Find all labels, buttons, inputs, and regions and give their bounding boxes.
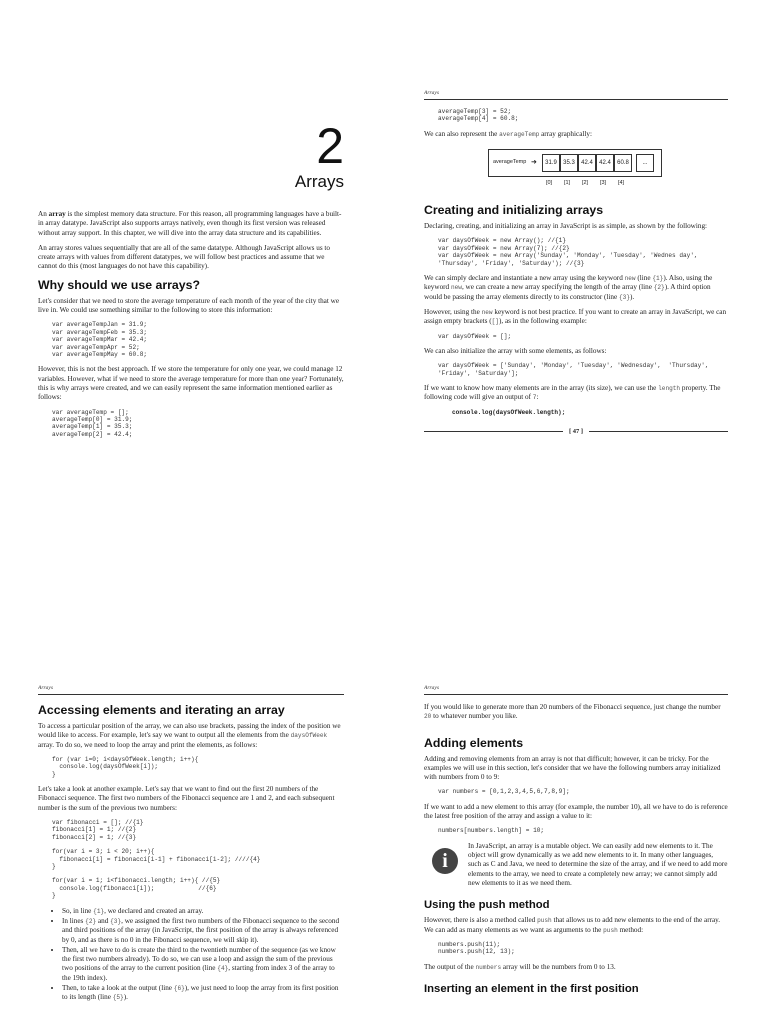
graph-intro-paragraph: We can also represent the averageTemp array graphically: <box>424 129 592 138</box>
code-block-fibonacci-compute: for(var i = 3; i < 20; i++){ fibonacci[i] = fibonacci[i-1] + fibonacci[i-2]; ////{4} } <box>52 848 261 871</box>
heading-accessing-elements: Accessing elements and iterating an array <box>38 703 285 717</box>
running-header: Arrays <box>424 90 728 100</box>
array-diagram-label: averageTemp <box>493 159 527 166</box>
footer-rule-right <box>589 431 728 432</box>
explanation-list <box>62 907 344 1003</box>
page-adding-elements <box>424 685 728 1024</box>
code-block-loop: for (var i=0; i<daysOfWeek.length; i++){ console.log(daysOfWeek[i]); } <box>52 755 199 778</box>
array-diagram <box>488 149 728 189</box>
code-block-init-array: var daysOfWeek = ['Sunday', 'Monday', 'Tuesday', 'Wednesday', 'Thursday', 'Friday', 'Saturday']; <box>438 362 709 377</box>
add-paragraph-1: Adding and removing elements from an array is not that difficult; however, it can be tricky. For the examples we will use in this section, let's consider that we have the following numbers array initialized with numbers from 0 to 9: <box>424 754 721 782</box>
running-header: Arrays <box>38 685 344 695</box>
array-index: [4] <box>617 180 625 187</box>
code-block-assign: numbers[numbers.length] = 10; <box>438 827 545 835</box>
array-index: [1] <box>563 180 571 187</box>
arrow-right-icon: ➜ <box>531 158 537 167</box>
page-chapter-opener <box>38 90 344 510</box>
access-paragraph-1: To access a particular position of the array, we can also use brackets, passing the index of the position we would like to access. For example, let's say we want to output all the elements from the daysOfWeek array. To do so, we need to loop the array and print the elements, as follows: <box>38 722 341 749</box>
page-accessing-elements <box>38 685 344 1024</box>
code-block-average-temp-cont: averageTemp[3] = 52; averageTemp[4] = 60.8; <box>438 108 519 123</box>
array-cell: 60.8 <box>614 154 632 172</box>
heading-creating-arrays: Creating and initializing arrays <box>424 203 604 218</box>
array-diagram-frame <box>488 149 662 177</box>
array-cell: 31.9 <box>542 154 560 172</box>
code-block-fibonacci-init: var fibonacci = []; //{1} fibonacci[1] = 1; //{2} fibonacci[2] = 1; //{3} <box>52 819 144 841</box>
list-item: • Then, all we have to do is create the third to the twentieth number of the sequence (as we know the first two numbers already). To do so, we can use a loop and assign the sum of the previous two positions of the array to the current position (line {4}, starting from index 3 of the array to the 19th index). <box>62 946 344 983</box>
intro-paragraph-2: An array stores values sequentially that are all of the same datatype. Although JavaScript allows us to create arrays with values from different datatypes, we will follow best practices and assume that we cannot do this (most languages do not have this capability). <box>38 243 331 271</box>
chapter-number: 2 <box>316 118 344 174</box>
push-paragraph-1: However, there is also a method called push that allows us to add new elements to the end of the array. We can add as many elements as we want as arguments to the push method: <box>424 916 721 934</box>
running-header: Arrays <box>424 685 728 695</box>
create-paragraph-1: Declaring, creating, and initializing an array in JavaScript is as simple, as shown by the following: <box>424 222 708 231</box>
code-block-numbers: var numbers = [0,1,2,3,4,5,6,7,8,9]; <box>438 788 570 796</box>
info-note <box>432 842 728 888</box>
chapter-title: Arrays <box>294 172 344 191</box>
heading-adding-elements: Adding elements <box>424 735 524 750</box>
page-number: [ 47 ] <box>568 427 584 435</box>
array-cell: 42.4 <box>578 154 596 172</box>
create-paragraph-2: We can simply declare and instantiate a new array using the keyword new (line {1}). Also, using the keyword new, we can create a new array specifying the length of the array (line {2}). A third option would be passing the array elements directly to its constructor (line {3}). <box>424 274 713 301</box>
array-index: [2] <box>581 180 589 187</box>
info-icon: i <box>432 848 458 874</box>
array-index: [3] <box>599 180 607 187</box>
intro-paragraph-1: An array is the simplest memory data structure. For this reason, all programming languages have a built-in array datatype. JavaScript also supports arrays natively, even though its first version was released without array support. In this chapter, we will dive into the array data structure and its capabilities. <box>38 210 342 237</box>
fibonacci-more-paragraph: If you would like to generate more than 20 numbers of the Fibonacci sequence, just change the number 20 to whatever number you like. <box>424 703 721 721</box>
array-cell: 35.3 <box>560 154 578 172</box>
list-item: • Then, to take a look at the output (line {6}), we just need to loop the array from its first position to its length (line {5}). <box>62 984 344 1003</box>
access-paragraph-2: Let's take a look at another example. Let's say that we want to find out the first 20 numbers of the Fibonacci sequence. The first two numbers of the Fibonacci sequence are 1 and 2, and each subsequent number is the sum of the previous two numbers: <box>38 785 335 812</box>
footer-rule-left <box>424 431 563 432</box>
create-paragraph-3: However, using the new keyword is not best practice. If you want to create an array in JavaScript, we can assign empty brackets ([]), as in the following example: <box>424 307 727 326</box>
page-47 <box>424 90 728 510</box>
code-block-average-temp: var averageTemp = []; averageTemp[0] = 31.9; averageTemp[1] = 35.3; averageTemp[2] = 42.4; <box>52 408 133 438</box>
list-item: • In lines {2} and {3}, we assigned the first two numbers of the Fibonacci sequence to the second and third positions of the array (in JavaScript, the first position of the array is always referenced by 0, and as there is no 0 in the Fibonacci sequence, we will skip it). <box>62 917 344 945</box>
why-paragraph-2: However, this is not the best approach. If we store the temperature for only one year, we could manage 12 variables. However, what if we need to store the average temperature for more than one year? Fortunately, this is why arrays were created, and we can easily represent the same information mentioned earlier as follows: <box>38 365 344 402</box>
array-cell: 42.4 <box>596 154 614 172</box>
term-array: array <box>48 210 66 218</box>
array-index: [0] <box>545 180 553 187</box>
code-block-fibonacci-print: for(var i = 1; i<fibonacci.length; i++){ //{5} console.log(fibonacci[i]); //{6} } <box>52 877 221 900</box>
create-paragraph-4: We can also initialize the array with some elements, as follows: <box>424 346 607 355</box>
heading-push-method: Using the push method <box>424 899 550 912</box>
code-block-monthly-vars: var averageTempJan = 31.9; var averageTempFeb = 35.3; var averageTempMar = 42.4; var averageTempApr = 52; var averageTempMay = 60.8; <box>52 321 148 358</box>
create-paragraph-5: If we want to know how many elements are in the array (its size), we can use the length property. The following code will give an output of 7: <box>424 384 721 402</box>
code-block-push: numbers.push(11); numbers.push(12, 13); <box>438 940 515 956</box>
page-number-footer <box>424 428 728 435</box>
array-cell-ellipsis: ... <box>636 154 654 172</box>
info-note-text: In JavaScript, an array is a mutable object. We can easily add new elements to it. The object will grow dynamically as we add new elements to it. In many other languages, such as C and Java, we need to determine the size of the array, and if we need to add more elements to the array, we need to create a completely new array; we cannot simply add new elements to it as we need them. <box>468 841 728 888</box>
heading-why-arrays: Why should we use arrays? <box>38 277 200 292</box>
push-paragraph-2: The output of the numbers array will be the numbers from 0 to 13. <box>424 962 616 971</box>
code-line-length: console.log(daysOfWeek.length); <box>452 408 566 416</box>
heading-insert-first: Inserting an element in the first position <box>424 983 639 996</box>
code-block-new-array: var daysOfWeek = new Array(); //{1} var daysOfWeek = new Array(7); //{2} var daysOfWeek = new Array('Sunday', 'Monday', 'Tuesday', 'Wednes day', 'Thursday', 'Friday', 'Saturday'); //{3} <box>438 237 698 267</box>
why-paragraph-1: Let's consider that we need to store the average temperature of each month of the year of the city that we live in. We could use something similar to the following to store this information: <box>38 296 340 315</box>
list-item: • So, in line {1}, we declared and created an array. <box>62 907 344 916</box>
code-block-empty-array: var daysOfWeek = []; <box>438 332 512 340</box>
add-paragraph-2: If we want to add a new element to this array (for example, the number 10), all we have to do is reference the latest free position of the array and assign a value to it: <box>424 802 728 821</box>
